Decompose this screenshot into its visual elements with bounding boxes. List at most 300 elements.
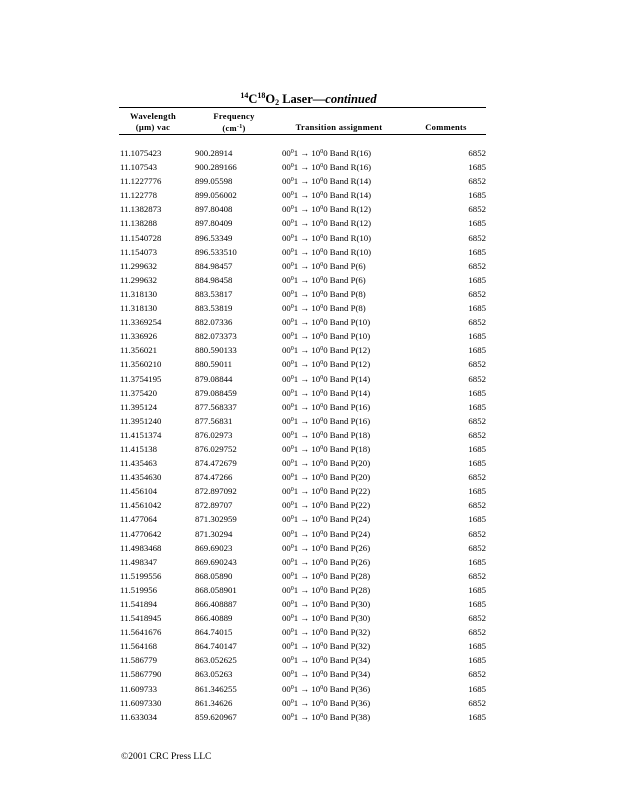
transition-lower-level: 00 [282, 288, 291, 299]
cell-transition [282, 470, 370, 484]
transition-upper-sup: 0 [320, 191, 324, 198]
cell-wavelength: 11.415138 [120, 443, 158, 454]
top-rule [119, 107, 486, 108]
cell-wavelength: 11.4151374 [120, 429, 162, 440]
table-row [0, 625, 617, 639]
cell-transition [282, 541, 370, 555]
transition-arrow: → [298, 472, 312, 483]
transition-upper-level: 10 [311, 429, 321, 440]
transition-upper-level: 10 [311, 669, 321, 680]
table-row [0, 653, 617, 667]
cell-frequency: 899.05598 [195, 176, 233, 187]
transition-lower-tail: 1 [293, 317, 299, 328]
cell-comment: 1685 [468, 458, 486, 469]
transition-upper-level: 10 [311, 288, 321, 299]
cell-frequency: 884.98457 [195, 260, 233, 271]
transition-lower-tail: 1 [293, 514, 299, 525]
transition-lower-sup: 0 [290, 346, 294, 353]
transition-lower-tail: 1 [293, 556, 299, 567]
cell-transition [282, 231, 371, 245]
transition-upper-level: 10 [311, 218, 321, 229]
table-row [0, 343, 617, 357]
transition-upper-sup: 0 [320, 543, 324, 550]
transition-lower-tail: 1 [293, 218, 299, 229]
title-mass-number-o: 18 [257, 91, 266, 100]
table-row [0, 682, 617, 696]
transition-band-label: 0 Band [323, 641, 351, 652]
transition-lower-tail: 1 [293, 627, 299, 638]
cell-transition [282, 498, 370, 512]
cell-frequency: 872.89707 [195, 500, 233, 511]
transition-lower-level: 00 [282, 232, 291, 243]
transition-lower-sup: 0 [290, 515, 294, 522]
transition-upper-level: 10 [311, 458, 321, 469]
header-wavelength-line2: (µm) vac [135, 122, 171, 132]
transition-lower-level: 00 [282, 359, 291, 370]
table-row [0, 287, 617, 301]
cell-frequency: 866.408887 [195, 599, 237, 609]
transition-upper-sup: 0 [320, 149, 324, 155]
transition-lower-level: 00 [282, 260, 291, 271]
transition-lower-level: 00 [282, 401, 291, 412]
transition-band-label: 0 Band [323, 162, 351, 173]
transition-lower-level: 00 [282, 613, 291, 624]
transition-arrow: → [298, 204, 312, 215]
cell-frequency: 876.02973 [195, 429, 233, 440]
transition-lower-sup: 0 [290, 205, 294, 212]
transition-branch: R(12) [350, 218, 372, 229]
transition-lower-tail: 1 [293, 415, 299, 426]
transition-lower-tail: 1 [293, 655, 299, 666]
header-frequency-close: ) [242, 123, 246, 133]
cell-wavelength: 11.138288 [120, 218, 158, 229]
transition-lower-tail: 1 [293, 683, 299, 694]
cell-transition [282, 456, 370, 470]
transition-arrow: → [298, 556, 312, 567]
transition-lower-tail: 1 [293, 401, 299, 412]
transition-lower-sup: 0 [290, 416, 294, 423]
title-mass-number-c: 14 [240, 91, 249, 100]
transition-band-label: 0 Band [323, 528, 351, 539]
cell-comment: 1685 [468, 303, 486, 314]
transition-branch: P(38) [350, 711, 371, 722]
cell-comment: 1685 [468, 486, 486, 497]
cell-comment: 6852 [468, 542, 486, 553]
cell-frequency: 874.47266 [195, 472, 233, 483]
transition-lower-tail: 1 [293, 345, 299, 356]
cell-wavelength: 11.477064 [120, 514, 158, 525]
transition-lower-level: 00 [282, 373, 291, 384]
transition-arrow: → [298, 359, 312, 370]
transition-lower-level: 00 [282, 274, 291, 285]
cell-comment: 6852 [468, 415, 486, 426]
transition-branch: R(16) [350, 148, 372, 158]
transition-lower-sup: 0 [290, 614, 294, 621]
table-row [0, 470, 617, 484]
transition-branch: P(24) [350, 528, 371, 539]
transition-upper-sup: 0 [320, 571, 324, 578]
transition-lower-sup: 0 [290, 656, 294, 663]
transition-lower-tail: 1 [293, 711, 299, 722]
transition-lower-tail: 1 [293, 246, 299, 257]
transition-upper-sup: 0 [320, 247, 324, 254]
transition-lower-sup: 0 [290, 149, 294, 155]
transition-lower-sup: 0 [290, 332, 294, 339]
transition-band-label: 0 Band [323, 345, 351, 356]
cell-frequency: 863.05263 [195, 669, 233, 680]
table-row [0, 667, 617, 681]
transition-lower-level: 00 [282, 443, 291, 454]
transition-upper-sup: 0 [320, 487, 324, 494]
transition-lower-tail: 1 [293, 528, 299, 539]
transition-lower-level: 00 [282, 528, 291, 539]
transition-upper-level: 10 [311, 514, 321, 525]
transition-arrow: → [298, 232, 312, 243]
transition-lower-tail: 1 [293, 232, 299, 243]
transition-branch: P(32) [350, 627, 371, 638]
transition-upper-level: 10 [311, 500, 321, 511]
transition-arrow: → [298, 288, 312, 299]
transition-arrow: → [298, 584, 312, 595]
cell-frequency: 863.052625 [195, 655, 237, 666]
cell-transition [282, 512, 370, 526]
cell-frequency: 871.30294 [195, 528, 233, 539]
transition-upper-sup: 0 [320, 163, 324, 170]
cell-frequency: 900.28914 [195, 148, 233, 158]
cell-transition [282, 611, 370, 625]
transition-branch: P(32) [350, 641, 371, 652]
transition-lower-sup: 0 [290, 318, 294, 325]
transition-band-label: 0 Band [323, 176, 351, 187]
cell-wavelength: 11.318130 [120, 288, 158, 299]
cell-comment: 6852 [468, 613, 486, 624]
transition-upper-level: 10 [311, 556, 321, 567]
transition-upper-sup: 0 [320, 473, 324, 480]
cell-transition [282, 484, 370, 498]
cell-wavelength: 11.5867790 [120, 669, 162, 680]
transition-lower-sup: 0 [290, 473, 294, 480]
transition-lower-tail: 1 [293, 176, 299, 187]
transition-band-label: 0 Band [323, 556, 351, 567]
cell-frequency: 880.590133 [195, 345, 237, 356]
cell-frequency: 874.472679 [195, 458, 237, 469]
table-row [0, 484, 617, 498]
cell-wavelength: 11.1382873 [120, 204, 162, 215]
table-row [0, 583, 617, 597]
cell-transition [282, 583, 370, 597]
header-frequency-exponent: -1 [236, 124, 243, 130]
transition-band-label: 0 Band [323, 458, 351, 469]
cell-frequency: 900.289166 [195, 162, 237, 173]
table-row [0, 696, 617, 710]
cell-frequency: 869.690243 [195, 556, 237, 567]
transition-lower-sup: 0 [290, 388, 294, 395]
transition-upper-sup: 0 [320, 205, 324, 212]
transition-upper-level: 10 [311, 599, 321, 609]
table-row [0, 357, 617, 371]
transition-lower-tail: 1 [293, 486, 299, 497]
transition-band-label: 0 Band [323, 683, 351, 694]
transition-lower-tail: 1 [293, 458, 299, 469]
table-row [0, 329, 617, 343]
cell-wavelength: 11.456104 [120, 486, 158, 497]
cell-wavelength: 11.318130 [120, 303, 158, 314]
transition-arrow: → [298, 570, 312, 581]
table-row [0, 512, 617, 526]
transition-branch: P(18) [350, 443, 371, 454]
transition-lower-level: 00 [282, 697, 291, 708]
cell-transition [282, 372, 370, 386]
cell-comment: 6852 [468, 288, 486, 299]
transition-lower-level: 00 [282, 148, 291, 158]
transition-lower-sup: 0 [290, 459, 294, 466]
transition-arrow: → [298, 429, 312, 440]
transition-lower-tail: 1 [293, 162, 299, 173]
header-wavelength [118, 111, 188, 133]
cell-wavelength: 11.375420 [120, 387, 158, 398]
transition-lower-level: 00 [282, 570, 291, 581]
transition-lower-sup: 0 [290, 191, 294, 198]
cell-transition [282, 160, 371, 174]
transition-band-label: 0 Band [323, 204, 351, 215]
cell-transition [282, 315, 370, 329]
transition-lower-sup: 0 [290, 374, 294, 381]
transition-upper-level: 10 [311, 697, 321, 708]
cell-transition [282, 527, 370, 541]
transition-lower-level: 00 [282, 303, 291, 314]
transition-lower-sup: 0 [290, 529, 294, 536]
cell-comment: 1685 [468, 246, 486, 257]
transition-lower-tail: 1 [293, 641, 299, 652]
transition-band-label: 0 Band [323, 697, 351, 708]
transition-arrow: → [298, 317, 312, 328]
cell-comment: 1685 [468, 218, 486, 229]
cell-wavelength: 11.122778 [120, 190, 158, 201]
table-row [0, 611, 617, 625]
transition-branch: P(26) [350, 556, 371, 567]
transition-band-label: 0 Band [323, 627, 351, 638]
transition-branch: R(12) [350, 204, 372, 215]
transition-upper-level: 10 [311, 359, 321, 370]
transition-upper-sup: 0 [320, 614, 324, 621]
transition-branch: P(28) [350, 584, 371, 595]
transition-upper-sup: 0 [320, 529, 324, 536]
table-body [0, 146, 617, 724]
transition-lower-tail: 1 [293, 570, 299, 581]
header-transition [280, 122, 398, 133]
transition-band-label: 0 Band [323, 500, 351, 511]
transition-branch: P(10) [350, 317, 371, 328]
transition-branch: P(16) [350, 415, 371, 426]
transition-upper-level: 10 [311, 486, 321, 497]
transition-lower-level: 00 [282, 415, 291, 426]
transition-branch: P(14) [350, 373, 371, 384]
transition-arrow: → [298, 613, 312, 624]
transition-upper-level: 10 [311, 274, 321, 285]
transition-arrow: → [298, 669, 312, 680]
transition-lower-level: 00 [282, 246, 291, 257]
transition-lower-level: 00 [282, 176, 291, 187]
transition-branch: P(34) [350, 669, 371, 680]
cell-frequency: 883.53819 [195, 303, 233, 314]
cell-wavelength: 11.609733 [120, 683, 158, 694]
transition-upper-sup: 0 [320, 332, 324, 339]
cell-wavelength: 11.154073 [120, 246, 158, 257]
cell-transition [282, 287, 366, 301]
cell-frequency: 872.897092 [195, 486, 237, 497]
transition-upper-level: 10 [311, 232, 321, 243]
cell-frequency: 897.80409 [195, 218, 233, 229]
cell-transition [282, 696, 370, 710]
cell-comment: 6852 [468, 472, 486, 483]
table-row [0, 315, 617, 329]
table-row [0, 597, 617, 611]
cell-frequency: 896.53349 [195, 232, 233, 243]
transition-lower-sup: 0 [290, 684, 294, 691]
transition-lower-level: 00 [282, 486, 291, 497]
transition-branch: R(10) [350, 232, 372, 243]
cell-frequency: 884.98458 [195, 274, 233, 285]
transition-band-label: 0 Band [323, 415, 351, 426]
transition-lower-level: 00 [282, 599, 291, 609]
transition-upper-level: 10 [311, 401, 321, 412]
transition-branch: R(16) [350, 162, 372, 173]
transition-lower-sup: 0 [290, 670, 294, 677]
transition-lower-level: 00 [282, 204, 291, 215]
cell-transition [282, 555, 370, 569]
cell-transition [282, 301, 366, 315]
table-row [0, 188, 617, 202]
header-wavelength-line1: Wavelength [130, 111, 176, 121]
cell-transition [282, 442, 370, 456]
transition-lower-sup: 0 [290, 360, 294, 367]
cell-frequency: 896.533510 [195, 246, 237, 257]
title-oxygen: O [265, 92, 276, 106]
transition-band-label: 0 Band [323, 303, 351, 314]
cell-frequency: 859.620967 [195, 711, 237, 722]
transition-band-label: 0 Band [323, 613, 351, 624]
transition-upper-sup: 0 [320, 444, 324, 451]
cell-frequency: 897.80408 [195, 204, 233, 215]
cell-comment: 1685 [468, 331, 486, 342]
transition-lower-level: 00 [282, 162, 291, 173]
table-row [0, 527, 617, 541]
transition-band-label: 0 Band [323, 218, 351, 229]
table-row [0, 216, 617, 230]
transition-lower-sup: 0 [290, 247, 294, 254]
table-row [0, 442, 617, 456]
cell-frequency: 868.058901 [195, 584, 237, 595]
transition-arrow: → [298, 514, 312, 525]
transition-upper-sup: 0 [320, 430, 324, 437]
transition-arrow: → [298, 697, 312, 708]
cell-frequency: 877.56831 [195, 415, 233, 426]
cell-wavelength: 11.299632 [120, 260, 158, 271]
transition-upper-level: 10 [311, 331, 321, 342]
transition-lower-sup: 0 [290, 712, 294, 719]
cell-wavelength: 11.5199556 [120, 570, 162, 581]
transition-upper-sup: 0 [320, 557, 324, 564]
transition-branch: P(30) [350, 613, 371, 624]
transition-lower-level: 00 [282, 514, 291, 525]
transition-lower-sup: 0 [290, 289, 294, 296]
transition-lower-tail: 1 [293, 373, 299, 384]
transition-arrow: → [298, 415, 312, 426]
header-frequency-line2 [199, 122, 269, 134]
cell-frequency: 871.302959 [195, 514, 237, 525]
transition-lower-tail: 1 [293, 472, 299, 483]
transition-upper-sup: 0 [320, 304, 324, 311]
transition-branch: P(12) [350, 359, 371, 370]
transition-band-label: 0 Band [323, 584, 351, 595]
cell-comment: 6852 [468, 500, 486, 511]
table-row [0, 498, 617, 512]
transition-lower-tail: 1 [293, 190, 299, 201]
transition-band-label: 0 Band [323, 429, 351, 440]
transition-lower-level: 00 [282, 218, 291, 229]
cell-frequency: 882.073373 [195, 331, 237, 342]
transition-branch: R(10) [350, 246, 372, 257]
table-row [0, 245, 617, 259]
cell-comment: 1685 [468, 556, 486, 567]
header-frequency [199, 111, 269, 134]
transition-branch: P(10) [350, 331, 371, 342]
table-title [0, 91, 617, 107]
transition-lower-tail: 1 [293, 669, 299, 680]
transition-lower-sup: 0 [290, 557, 294, 564]
transition-arrow: → [298, 711, 312, 722]
transition-band-label: 0 Band [323, 387, 351, 398]
transition-lower-sup: 0 [290, 543, 294, 550]
cell-frequency: 861.346255 [195, 683, 237, 694]
transition-lower-level: 00 [282, 500, 291, 511]
cell-transition [282, 273, 366, 287]
transition-lower-tail: 1 [293, 599, 299, 609]
table-row [0, 273, 617, 287]
transition-band-label: 0 Band [323, 542, 351, 553]
table-row [0, 146, 617, 160]
cell-wavelength: 11.6097330 [120, 697, 162, 708]
transition-lower-level: 00 [282, 387, 291, 398]
table-row [0, 639, 617, 653]
cell-wavelength: 11.435463 [120, 458, 158, 469]
transition-lower-level: 00 [282, 711, 291, 722]
cell-comment: 1685 [468, 443, 486, 454]
transition-arrow: → [298, 373, 312, 384]
cell-frequency: 876.029752 [195, 443, 237, 454]
title-laser: Laser— [279, 92, 326, 106]
transition-upper-sup: 0 [320, 233, 324, 240]
transition-upper-level: 10 [311, 303, 321, 314]
transition-arrow: → [298, 683, 312, 694]
transition-band-label: 0 Band [323, 331, 351, 342]
cell-transition [282, 357, 370, 371]
transition-branch: P(14) [350, 387, 371, 398]
transition-upper-level: 10 [311, 570, 321, 581]
cell-transition [282, 400, 370, 414]
cell-wavelength: 11.1540728 [120, 232, 162, 243]
transition-upper-level: 10 [311, 415, 321, 426]
transition-upper-sup: 0 [320, 177, 324, 184]
transition-band-label: 0 Band [323, 288, 351, 299]
transition-branch: P(12) [350, 345, 371, 356]
cell-wavelength: 11.336926 [120, 331, 158, 342]
transition-arrow: → [298, 401, 312, 412]
cell-transition [282, 216, 371, 230]
transition-upper-sup: 0 [320, 585, 324, 592]
transition-upper-level: 10 [311, 683, 321, 694]
cell-frequency: 864.74015 [195, 627, 233, 638]
